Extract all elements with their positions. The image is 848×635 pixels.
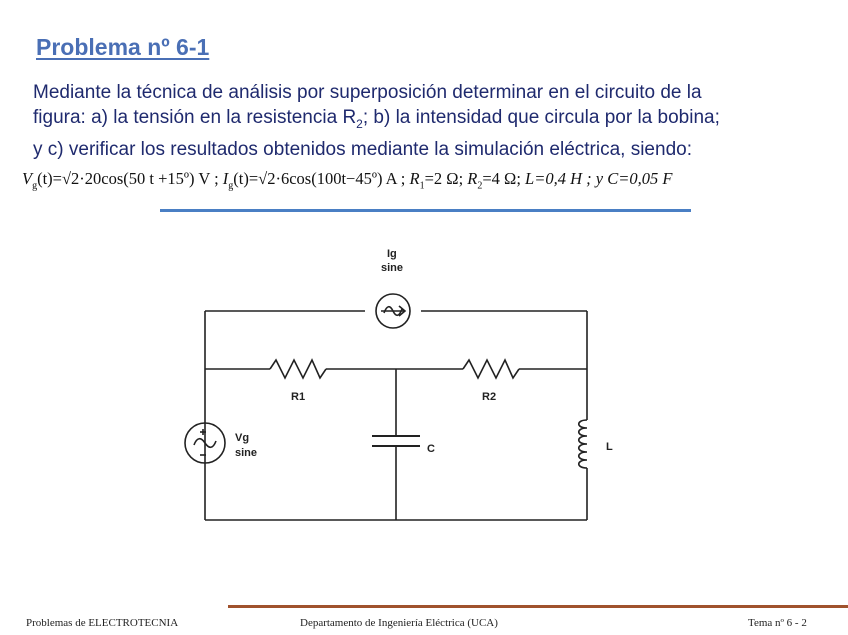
c-label: C bbox=[427, 443, 435, 455]
ig-symbol: I bbox=[222, 169, 229, 188]
r1-expression: =2 Ω; bbox=[424, 169, 464, 188]
footer-page: Tema nº 6 - 2 bbox=[748, 617, 807, 629]
r1-sub: 1 bbox=[419, 180, 425, 192]
ig-type-label: sine bbox=[381, 262, 404, 274]
l-c-expression: L=0,4 H ; y C=0,05 F bbox=[525, 169, 673, 188]
r2-label: R2 bbox=[482, 391, 497, 403]
r2-expression: =4 Ω; bbox=[482, 169, 521, 188]
inductor-l bbox=[579, 420, 587, 468]
r2-resistor bbox=[463, 360, 519, 378]
vg-type-label: sine bbox=[235, 447, 258, 459]
statement-line-2-sub: 2 bbox=[356, 116, 363, 131]
capacitor-c bbox=[372, 436, 420, 446]
r2-symbol: R bbox=[467, 169, 478, 188]
statement-line-3: y c) verificar los resultados obtenidos mediante la simulación eléctrica, siendo: bbox=[33, 138, 692, 160]
r2-sub: 2 bbox=[477, 180, 483, 192]
l-label: L bbox=[606, 441, 613, 453]
statement-line-1: Mediante la técnica de análisis por superposición determinar en el circuito de la bbox=[33, 82, 702, 103]
current-source-ig bbox=[376, 294, 410, 328]
ig-label: Ig bbox=[387, 248, 397, 260]
statement-line-2-b: ; b) la intensidad que circula por la bobina; bbox=[362, 107, 720, 128]
vg-sub: g bbox=[32, 180, 38, 192]
r1-symbol: R bbox=[409, 169, 420, 188]
footer-divider bbox=[228, 605, 848, 608]
page-title: Problema nº 6-1 bbox=[36, 34, 210, 60]
r1-label: R1 bbox=[291, 391, 306, 403]
footer-course: Problemas de ELECTROTECNIA bbox=[26, 617, 179, 629]
r1-resistor bbox=[270, 360, 326, 378]
vg-label: Vg bbox=[235, 432, 250, 444]
statement-line-2-a: figura: a) la tensión en la resistencia R bbox=[33, 107, 357, 128]
ig-expression: (t)=√2·6cos(100t−45º) A ; bbox=[233, 169, 406, 188]
footer-department: Departamento de Ingeniería Eléctrica (UCA) bbox=[300, 617, 498, 629]
ig-sub: g bbox=[228, 180, 234, 192]
vg-symbol: V bbox=[22, 169, 33, 188]
vg-expression: (t)=√2·20cos(50 t +15º) V ; bbox=[37, 169, 219, 188]
